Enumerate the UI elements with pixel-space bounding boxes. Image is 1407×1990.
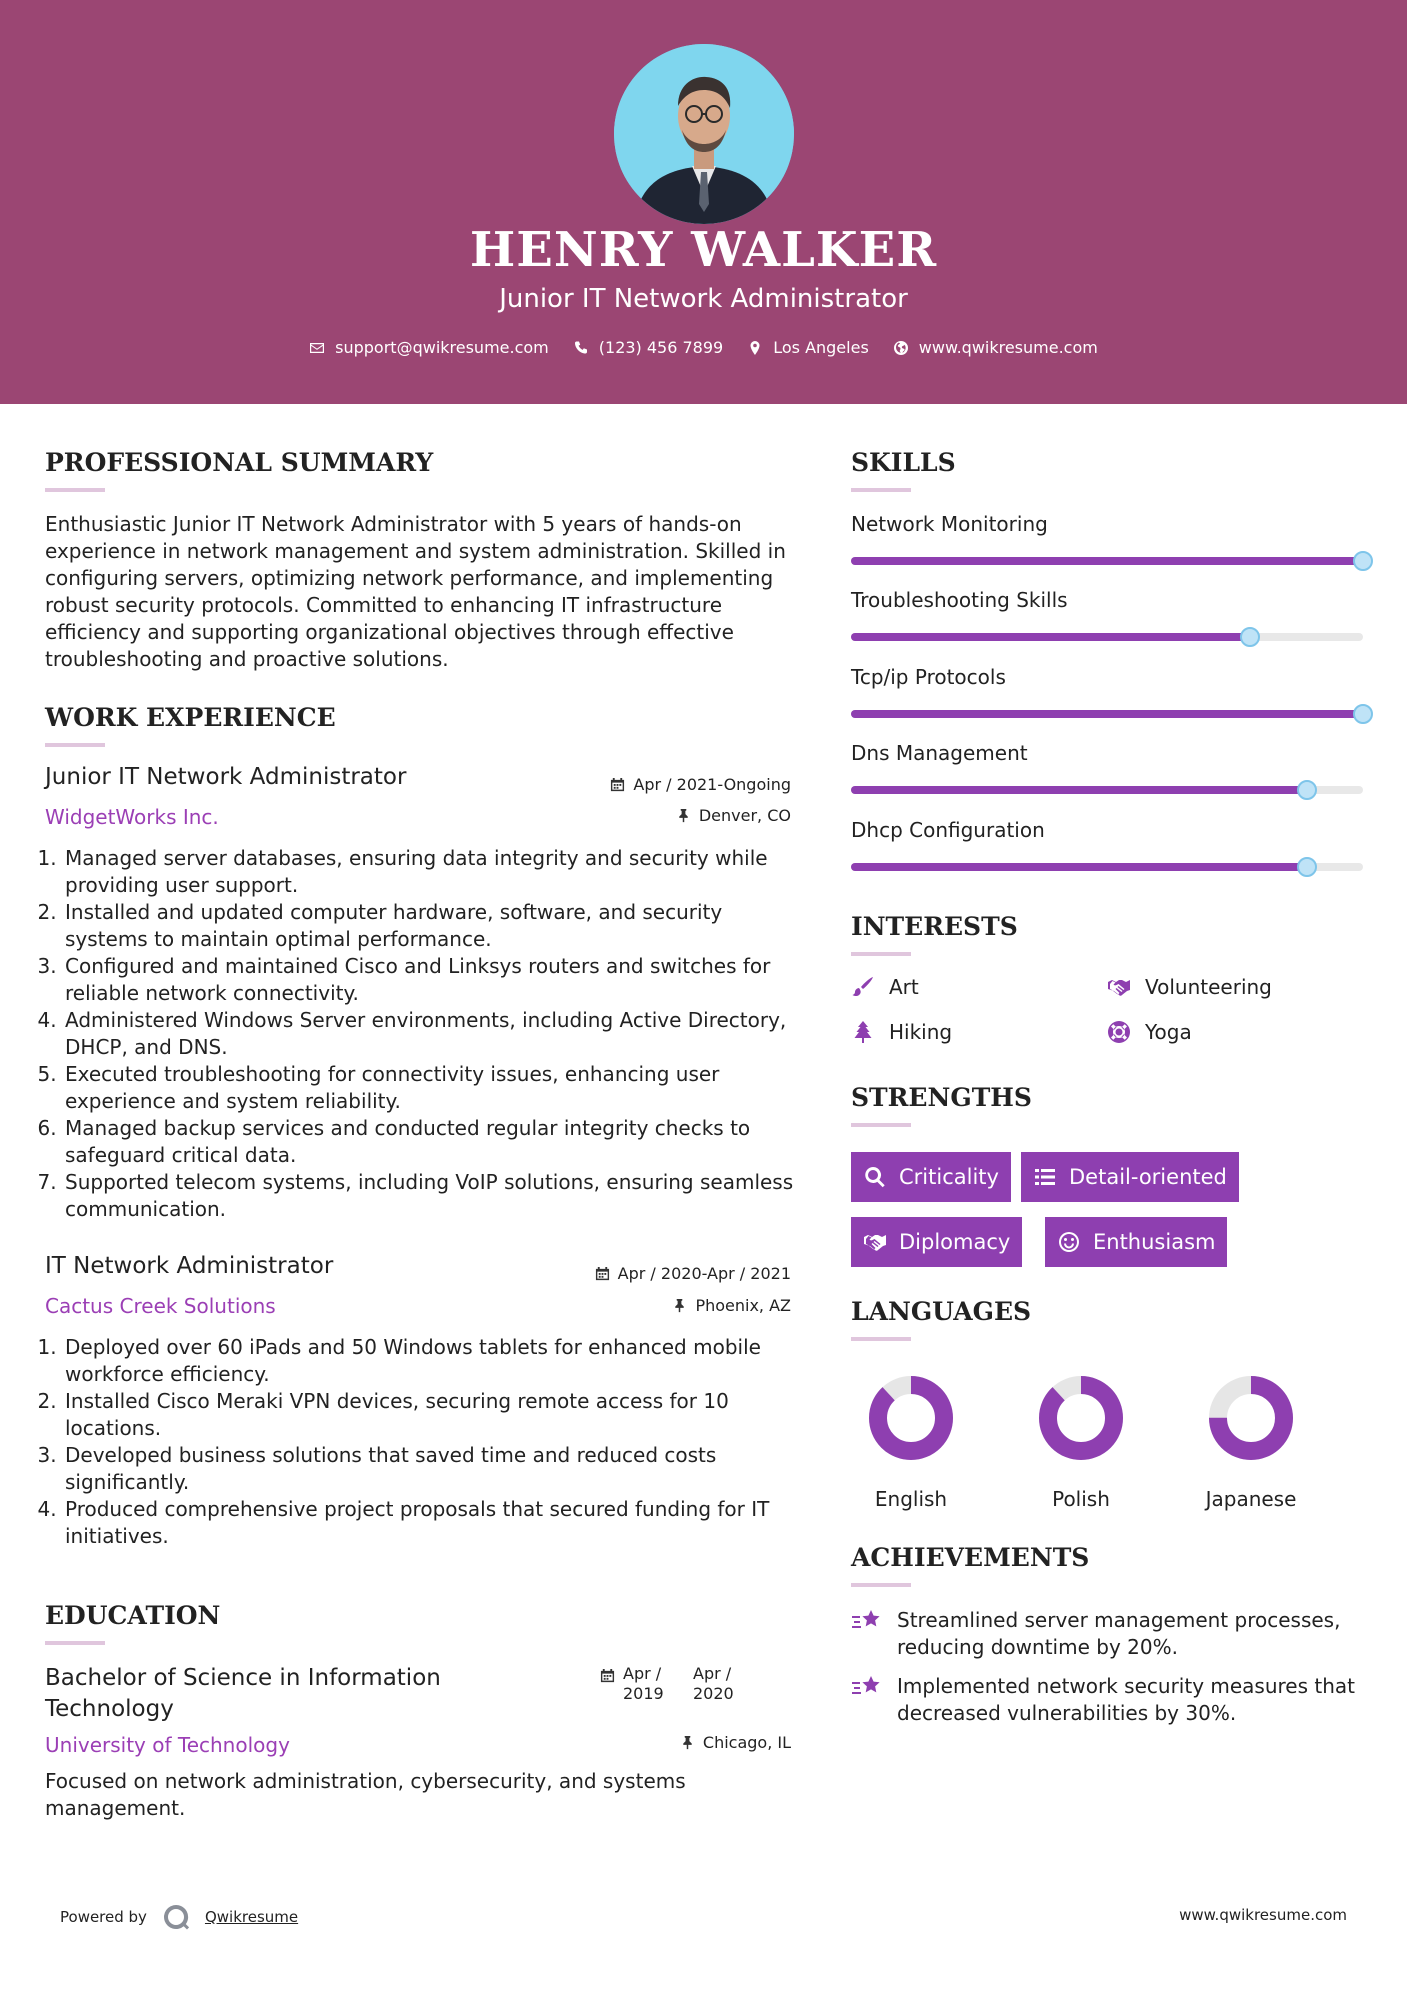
contact-location-text: Los Angeles [773, 338, 869, 357]
achievement-item [851, 1607, 1371, 1661]
contact-phone[interactable] [573, 338, 723, 357]
interest-item [1107, 975, 1272, 999]
strengths-heading: STRENGTHS [851, 1083, 1032, 1112]
strength-chip [1045, 1217, 1227, 1267]
contact-website-text: www.qwikresume.com [918, 338, 1098, 357]
achievements-heading: ACHIEVEMENTS [851, 1543, 1090, 1572]
skills-heading: SKILLS [851, 448, 956, 477]
skill-bar-knob [1353, 704, 1373, 724]
interest-label: Volunteering [1145, 975, 1272, 999]
achievement-text: Implemented network security measures that decreased vulnerabilities by 30%. [897, 1674, 1356, 1725]
job-bullets [45, 845, 795, 1223]
strength-label: Enthusiasm [1093, 1230, 1216, 1254]
language-donut [1036, 1373, 1126, 1463]
skill-bar-knob [1297, 780, 1317, 800]
qwikresume-link[interactable]: Qwikresume [204, 1908, 299, 1926]
summary-heading-underline [45, 488, 105, 492]
footer-powered-by [60, 1902, 298, 1932]
skill-label: Tcp/ip Protocols [851, 665, 1006, 689]
language-item [1191, 1373, 1311, 1511]
education-location-text: Chicago, IL [702, 1733, 791, 1752]
language-item [851, 1373, 971, 1511]
list-item: 5. Executed troubleshooting for connectivity issues, enhancing user experience and system reliability. [63, 1061, 795, 1115]
skill-label: Dns Management [851, 741, 1028, 765]
language-label: Polish [1052, 1487, 1110, 1511]
experience-heading: WORK EXPERIENCE [45, 703, 336, 732]
skill-label: Troubleshooting Skills [851, 588, 1068, 612]
skill-bar-fill [851, 786, 1307, 794]
contact-location [747, 338, 869, 357]
candidate-name: HENRY WALKER [469, 222, 938, 278]
calendar-icon [600, 1668, 615, 1683]
skill-bar-fill [851, 863, 1307, 871]
job-dates [540, 1264, 791, 1283]
education-school: University of Technology [45, 1733, 290, 1757]
interest-label: Art [889, 975, 919, 999]
education-date-end: Apr / 2020 [693, 1664, 734, 1703]
languages-heading-underline [851, 1337, 911, 1341]
job-bullets [45, 1334, 795, 1550]
language-label: Japanese [1205, 1487, 1297, 1511]
job-dates [560, 775, 791, 794]
shooting-star-icon [851, 1607, 883, 1635]
skill-label: Network Monitoring [851, 512, 1048, 536]
candidate-title: Junior IT Network Administrator [499, 284, 908, 314]
language-item [1021, 1373, 1141, 1511]
skill-bar [851, 710, 1363, 718]
search-icon [863, 1165, 887, 1189]
phone-icon [573, 340, 589, 356]
languages-heading: LANGUAGES [851, 1297, 1032, 1326]
list-item: 3. Developed business solutions that saved time and reduced costs significantly. [63, 1442, 795, 1496]
contact-website[interactable] [893, 338, 1098, 357]
envelope-icon [309, 340, 325, 356]
skill-bar-fill [851, 557, 1363, 565]
smile-icon [1057, 1230, 1081, 1254]
job-location-text: Denver, CO [698, 806, 791, 825]
list-item: 4. Administered Windows Server environments, including Active Directory, DHCP, and DNS. [63, 1007, 795, 1061]
pushpin-icon [680, 1735, 695, 1750]
education-location [560, 1733, 791, 1752]
interest-item [851, 975, 919, 999]
paintbrush-icon [851, 975, 875, 999]
resume-header [0, 0, 1407, 404]
achievements-heading-underline [851, 1583, 911, 1587]
skill-label: Dhcp Configuration [851, 818, 1045, 842]
list-item: 2. Installed and updated computer hardware, software, and security systems to maintain optimal performance. [63, 899, 795, 953]
skill-bar-knob [1297, 857, 1317, 877]
tree-icon [851, 1020, 875, 1044]
strength-chip [1021, 1152, 1239, 1202]
education-dates [600, 1664, 800, 1704]
handshake-icon [863, 1230, 887, 1254]
experience-heading-underline [45, 743, 105, 747]
job-location [560, 806, 791, 825]
strength-label: Detail-oriented [1069, 1165, 1227, 1189]
skill-bar [851, 633, 1363, 641]
summary-text: Enthusiastic Junior IT Network Administrator with 5 years of hands-on experience in network management and system administration. Skilled in configuring servers, optimizing network performance, and implementing robust security protocols. Committed to enhancing IT infrastructure efficiency and supporting organizational objectives through effective troubleshooting and proactive solutions. [45, 512, 786, 671]
interest-label: Yoga [1145, 1020, 1192, 1044]
pushpin-icon [672, 1298, 687, 1313]
education-degree: Bachelor of Science in Information Technology [45, 1665, 441, 1722]
shooting-star-icon [851, 1673, 883, 1701]
job-dates-text: Apr / 2021-Ongoing [633, 775, 791, 794]
strengths-heading-underline [851, 1123, 911, 1127]
education-date-start: Apr / 2019 [623, 1664, 664, 1703]
contact-bar [0, 338, 1407, 357]
pushpin-icon [676, 808, 691, 823]
skill-bar [851, 863, 1363, 871]
education-heading-underline [45, 1641, 105, 1645]
strength-label: Diplomacy [899, 1230, 1011, 1254]
globe-icon [893, 340, 909, 356]
job-location [540, 1296, 791, 1315]
list-item: 2. Installed Cisco Meraki VPN devices, securing remote access for 10 locations. [63, 1388, 795, 1442]
job-company: Cactus Creek Solutions [45, 1294, 276, 1318]
skill-bar [851, 786, 1363, 794]
list-item: 6. Managed backup services and conducted regular integrity checks to safeguard critical data. [63, 1115, 795, 1169]
skill-bar-knob [1240, 627, 1260, 647]
language-label: English [874, 1487, 948, 1511]
list-icon [1033, 1165, 1057, 1189]
skill-bar-knob [1353, 551, 1373, 571]
language-donut [866, 1373, 956, 1463]
contact-email-text: support@qwikresume.com [335, 338, 549, 357]
job-title: Junior IT Network Administrator [45, 764, 407, 790]
footer-website[interactable]: www.qwikresume.com [1179, 1906, 1347, 1924]
language-donut [1206, 1373, 1296, 1463]
list-item: 7. Supported telecom systems, including VoIP solutions, ensuring seamless communication. [63, 1169, 795, 1223]
strength-chip [851, 1217, 1022, 1267]
qwikresume-logo-icon [161, 1902, 191, 1932]
profile-photo [614, 44, 794, 224]
skills-heading-underline [851, 488, 911, 492]
job-title: IT Network Administrator [45, 1253, 334, 1279]
interest-item [851, 1020, 952, 1044]
lifering-icon [1107, 1020, 1131, 1044]
list-item: 3. Configured and maintained Cisco and Linksys routers and switches for reliable network connectivity. [63, 953, 795, 1007]
contact-phone-text: (123) 456 7899 [598, 338, 724, 357]
interests-heading: INTERESTS [851, 912, 1018, 941]
calendar-icon [610, 777, 625, 792]
list-item: 4. Produced comprehensive project proposals that secured funding for IT initiatives. [63, 1496, 795, 1550]
education-description: Focused on network administration, cybersecurity, and systems management. [45, 1769, 686, 1820]
interest-item [1107, 1020, 1192, 1044]
interests-heading-underline [851, 952, 911, 956]
list-item: 1. Deployed over 60 iPads and 50 Windows tablets for enhanced mobile workforce efficiency. [63, 1334, 795, 1388]
contact-email[interactable] [309, 338, 549, 357]
education-heading: EDUCATION [45, 1601, 221, 1630]
achievement-item [851, 1673, 1371, 1727]
interest-label: Hiking [889, 1020, 953, 1044]
strength-label: Criticality [899, 1165, 999, 1189]
job-dates-text: Apr / 2020-Apr / 2021 [617, 1264, 791, 1283]
summary-heading: PROFESSIONAL SUMMARY [45, 448, 434, 477]
calendar-icon [595, 1266, 610, 1281]
map-pin-icon [747, 340, 763, 356]
skill-bar-fill [851, 710, 1363, 718]
strength-chip [851, 1152, 1011, 1202]
skill-bar [851, 557, 1363, 565]
achievement-text: Streamlined server management processes, reducing downtime by 20%. [897, 1608, 1341, 1659]
job-location-text: Phoenix, AZ [695, 1296, 791, 1315]
list-item: 1. Managed server databases, ensuring data integrity and security while providing user support. [63, 845, 795, 899]
skill-bar-fill [851, 633, 1250, 641]
handshake-icon [1107, 975, 1131, 999]
job-company: WidgetWorks Inc. [45, 805, 219, 829]
powered-by-text: Powered by [60, 1908, 147, 1926]
